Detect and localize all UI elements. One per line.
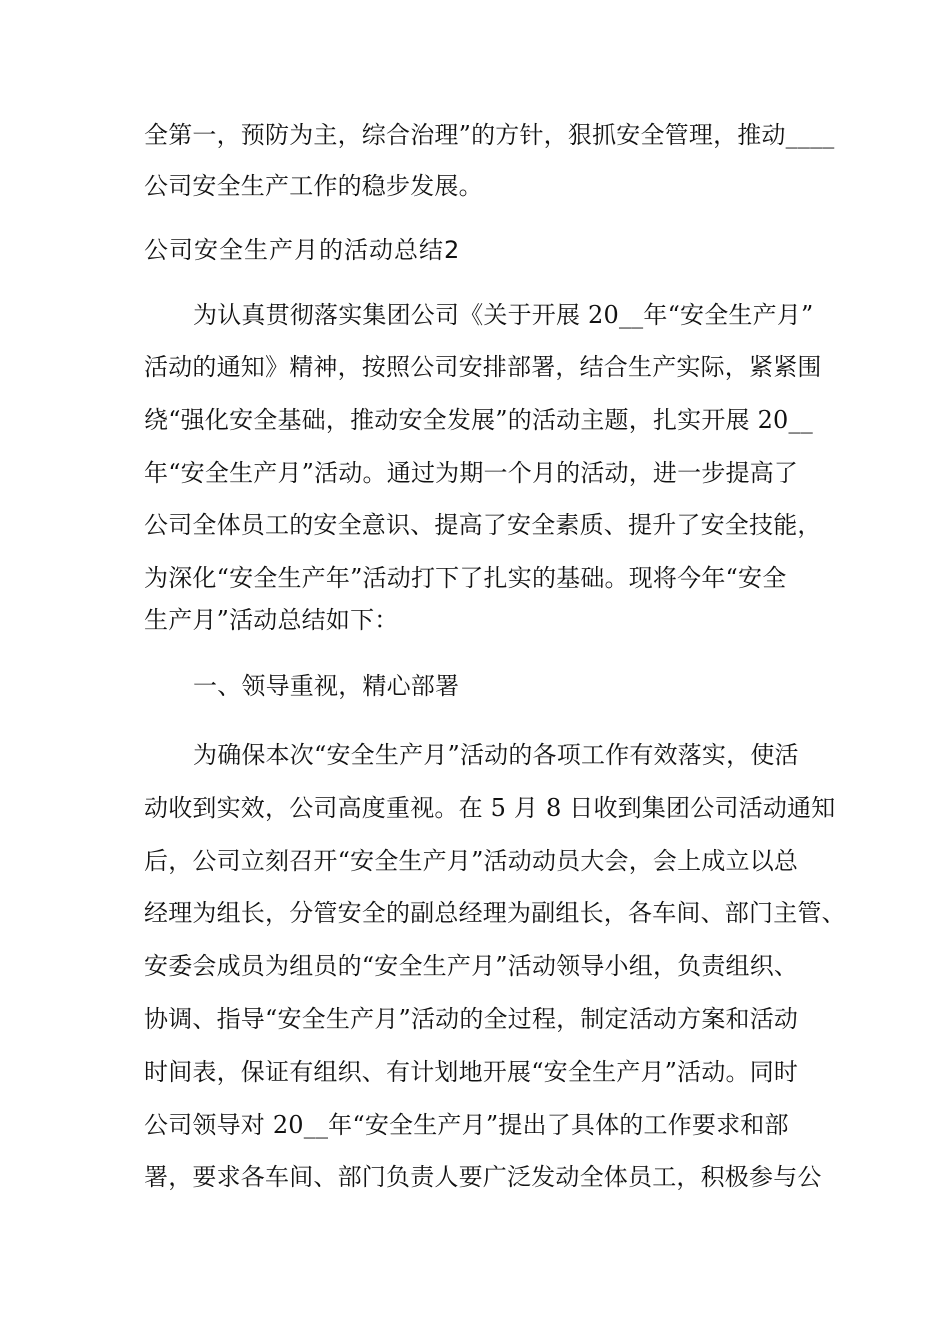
continuation-line: 公司安全生产工作的稳步发展。 — [144, 172, 483, 200]
paragraph-line: 年“安全生产月”活动。通过为期一个月的活动，进一步提高了 — [144, 459, 799, 487]
paragraph-line: 安委会成员为组员的“安全生产月”活动领导小组，负责组织、 — [144, 952, 799, 980]
paragraph-line: 协调、指导“安全生产月”活动的全过程，制定活动方案和活动 — [144, 1005, 799, 1033]
paragraph-line: 为深化“安全生产年”活动打下了扎实的基础。现将今年“安全 — [144, 564, 787, 592]
paragraph-line: 公司领导对 20__年“安全生产月”提出了具体的工作要求和部 — [144, 1111, 789, 1139]
paragraph-line: 绕“强化安全基础，推动安全发展”的活动主题，扎实开展 20__ — [144, 406, 813, 434]
paragraph-line: 公司全体员工的安全意识、提高了安全素质、提升了安全技能， — [144, 511, 822, 539]
paragraph-line: 经理为组长，分管安全的副总经理为副组长，各车间、部门主管、 — [144, 899, 846, 927]
paragraph-line: 后，公司立刻召开“安全生产月”活动动员大会，会上成立以总 — [144, 847, 799, 875]
paragraph-line: 时间表，保证有组织、有计划地开展“安全生产月”活动。同时 — [144, 1058, 799, 1086]
paragraph-line: 动收到实效，公司高度重视。在 5 月 8 日收到集团公司活动通知 — [144, 794, 836, 822]
section-title: 公司安全生产月的活动总结2 — [144, 236, 461, 264]
subheading: 一、领导重视，精心部署 — [193, 672, 460, 700]
paragraph-line: 为确保本次“安全生产月”活动的各项工作有效落实，使活 — [193, 741, 799, 769]
continuation-line: 全第一，预防为主，综合治理”的方针，狠抓安全管理，推动____ — [144, 121, 835, 149]
paragraph-line: 署，要求各车间、部门负责人要广泛发动全体员工，积极参与公 — [144, 1163, 822, 1191]
paragraph-line: 为认真贯彻落实集团公司《关于开展 20__年“安全生产月” — [193, 301, 814, 329]
paragraph-line: 生产月”活动总结如下： — [144, 606, 399, 634]
paragraph-line: 活动的通知》精神，按照公司安排部署，结合生产实际，紧紧围 — [144, 353, 822, 381]
